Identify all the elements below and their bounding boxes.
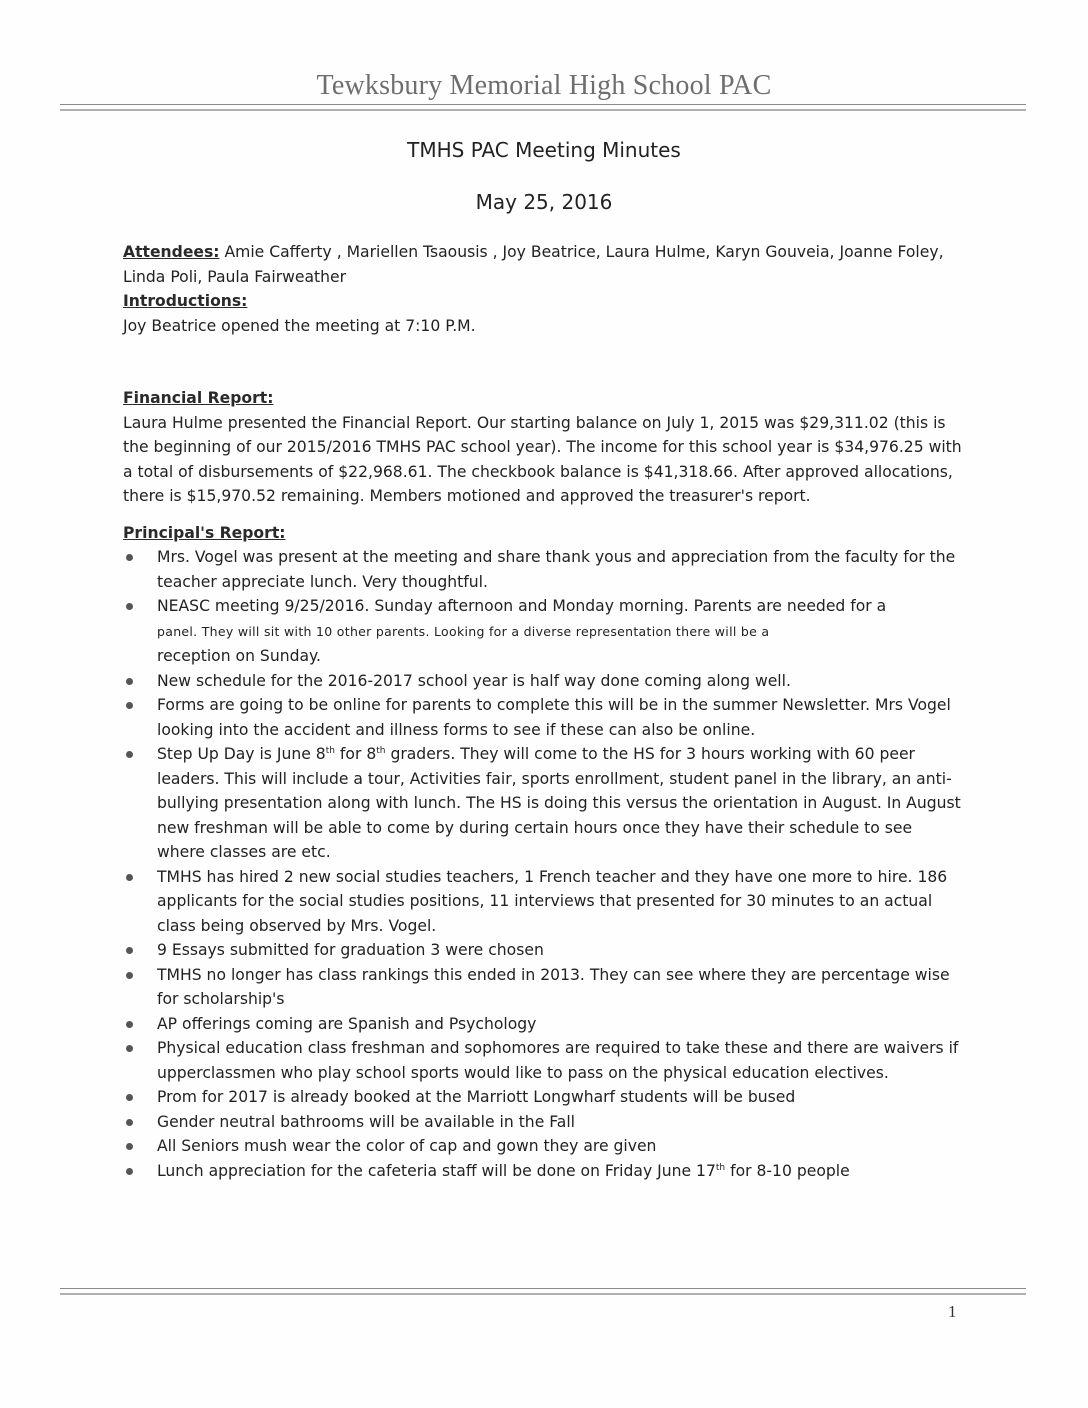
list-item: New schedule for the 2016-2017 school year is half way done coming along well.	[123, 669, 963, 694]
meeting-date: May 25, 2016	[475, 190, 613, 214]
bullet-icon	[126, 603, 133, 610]
bullet-icon	[126, 947, 133, 954]
attendees-text: Amie Cafferty , Mariellen Tsaousis , Joy Beatrice, Laura Hulme, Karyn Gouveia, Joanne Foley, Linda Poli, Paula Fairweather	[123, 243, 944, 286]
principals-report-section	[123, 521, 963, 546]
list-item: Lunch appreciation for the cafeteria staff will be done on Friday June 17th for 8-10 people	[123, 1159, 963, 1184]
bullet-icon	[126, 1168, 133, 1175]
list-item: All Seniors mush wear the color of cap and gown they are given	[123, 1134, 963, 1159]
financial-report-heading: Financial Report:	[123, 389, 274, 407]
list-item: Forms are going to be online for parents to complete this will be in the summer Newsletter. Mrs Vogel looking into the accident and illness forms to see if these can also be online.	[123, 693, 963, 742]
bullet-icon	[126, 702, 133, 709]
principals-report-list	[123, 545, 963, 1183]
attendees-heading: Attendees:	[123, 243, 220, 261]
letterhead: Tewksbury Memorial High School PAC	[316, 70, 772, 101]
introductions-section	[123, 289, 963, 314]
spacer	[123, 338, 963, 386]
bullet-icon	[126, 1045, 133, 1052]
bullet-icon	[126, 1143, 133, 1150]
list-item: Step Up Day is June 8th for 8th graders. They will come to the HS for 3 hours working with 60 peer leaders. This will include a tour, Activities fair, sports enrollment, student panel in the library, an anti-bullying presentation along with lunch. The HS is doing this versus the orientation in August. In August new freshman will be able to come by during certain hours once they have their schedule to see where classes are etc.	[123, 742, 963, 865]
financial-report-section	[123, 386, 963, 411]
bullet-icon	[126, 1094, 133, 1101]
attendees-section	[123, 240, 963, 289]
list-item: NEASC meeting 9/25/2016. Sunday afternoon and Monday morning. Parents are needed for a panel. They will sit with 10 other parents. Looking for a diverse representation there will be a reception on Sunday.	[123, 594, 963, 669]
bullet-icon	[126, 1021, 133, 1028]
list-item: AP offerings coming are Spanish and Psychology	[123, 1012, 963, 1037]
introductions-heading: Introductions:	[123, 292, 248, 310]
page-title: TMHS PAC Meeting Minutes	[407, 138, 681, 162]
list-item: Physical education class freshman and sophomores are required to take these and there are waivers if upperclassmen who play school sports would like to pass on the physical education electives.	[123, 1036, 963, 1085]
page-number: 1	[948, 1302, 957, 1321]
bullet-icon	[126, 874, 133, 881]
minutes-body	[123, 240, 963, 1183]
list-item: Mrs. Vogel was present at the meeting and share thank yous and appreciation from the faculty for the teacher appreciate lunch. Very thoughtful.	[123, 545, 963, 594]
list-item: TMHS has hired 2 new social studies teachers, 1 French teacher and they have one more to hire. 186 applicants for the social studies positions, 11 interviews that presented for 30 minutes to an actual class being observed by Mrs. Vogel.	[123, 865, 963, 939]
financial-report-text: Laura Hulme presented the Financial Report. Our starting balance on July 1, 2015 was $29,311.02 (this is the beginning of our 2015/2016 TMHS PAC school year). The income for this school year is $34,976.25 with a total of disbursements of $22,968.61. The checkbook balance is $41,318.66. After approved allocations, there is $15,970.52 remaining. Members motioned and approved the treasurer's report.	[123, 413, 962, 505]
introductions-text: Joy Beatrice opened the meeting at 7:10 P.M.	[123, 316, 476, 335]
spacer	[123, 509, 963, 521]
bullet-icon	[126, 1119, 133, 1126]
list-item: 9 Essays submitted for graduation 3 were chosen	[123, 938, 963, 963]
list-item: Gender neutral bathrooms will be available in the Fall	[123, 1110, 963, 1135]
principals-report-heading: Principal's Report:	[123, 523, 286, 542]
bullet-icon	[126, 751, 133, 758]
footer-rule	[60, 1288, 1026, 1295]
bullet-icon	[126, 972, 133, 979]
header-rule	[60, 104, 1026, 111]
list-item: TMHS no longer has class rankings this ended in 2013. They can see where they are percentage wise for scholarship's	[123, 963, 963, 1012]
bullet-icon	[126, 678, 133, 685]
list-item: Prom for 2017 is already booked at the Marriott Longwharf students will be bused	[123, 1085, 963, 1110]
bullet-icon	[126, 554, 133, 561]
